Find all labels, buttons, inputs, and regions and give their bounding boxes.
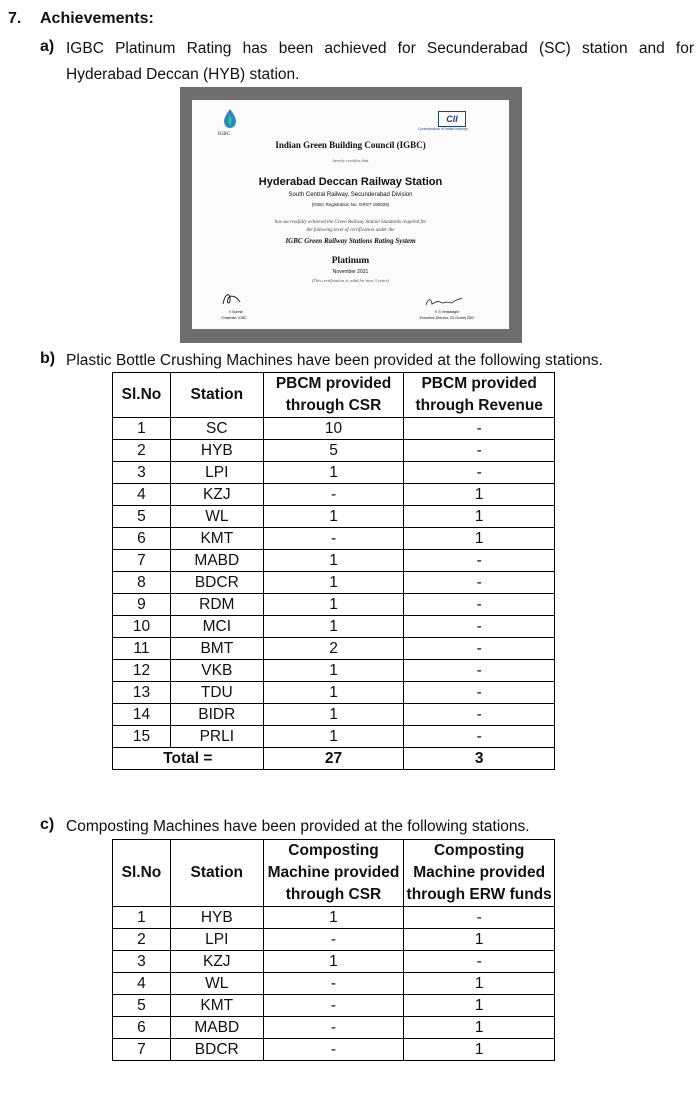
signature-left-title: Chairman, IGBC xyxy=(221,316,247,320)
table-row xyxy=(113,418,555,440)
signature-left-icon xyxy=(220,290,244,308)
cell-col4: 1 xyxy=(404,506,555,528)
cell-col4: 1 xyxy=(404,484,555,506)
cell-col3: - xyxy=(263,995,404,1017)
cell-slno: 2 xyxy=(113,929,171,951)
certificate-line2: (IGBC Registration No. GRST 190025) xyxy=(311,202,390,207)
cell-slno: 13 xyxy=(113,682,171,704)
cell-slno: 14 xyxy=(113,704,171,726)
table-row xyxy=(113,929,555,951)
section-number: 7. xyxy=(8,10,22,27)
part-c-letter: c) xyxy=(40,816,55,833)
igbc-logo-text: IGBC xyxy=(218,132,230,137)
cell-slno: 7 xyxy=(113,550,171,572)
cell-col3: - xyxy=(263,1017,404,1039)
cell-col4: - xyxy=(404,550,555,572)
cell-col3: 1 xyxy=(263,572,404,594)
total-row xyxy=(113,748,555,770)
table-row xyxy=(113,995,555,1017)
total-csr: 27 xyxy=(263,748,404,770)
cell-slno: 5 xyxy=(113,506,171,528)
cell-station: WL xyxy=(170,973,263,995)
cell-col4: - xyxy=(404,418,555,440)
table-row xyxy=(113,462,555,484)
cell-station: MABD xyxy=(170,1017,263,1039)
signature-right-title: Executive Director, CII-Godrej GBC xyxy=(419,316,475,320)
cell-col3: 10 xyxy=(263,418,404,440)
cell-station: RDM xyxy=(170,594,263,616)
cell-station: VKB xyxy=(170,660,263,682)
certificate-hereby: hereby certifies that xyxy=(332,158,369,163)
cell-station: KZJ xyxy=(170,484,263,506)
cell-col3: 5 xyxy=(263,440,404,462)
cell-station: KMT xyxy=(170,528,263,550)
certificate-line3: has successfully achieved the Green Railway Station Standards required for xyxy=(274,220,427,225)
cell-col4: - xyxy=(404,726,555,748)
table-row xyxy=(113,973,555,995)
cell-col3: 1 xyxy=(263,907,404,929)
certificate-station-name: Hyderabad Deccan Railway Station xyxy=(258,176,443,188)
certificate-level: Platinum xyxy=(331,256,370,266)
table-row xyxy=(113,550,555,572)
table-row xyxy=(113,1039,555,1061)
cell-slno: 12 xyxy=(113,660,171,682)
cell-col4: 1 xyxy=(404,1017,555,1039)
cell-slno: 3 xyxy=(113,951,171,973)
cell-station: PRLI xyxy=(170,726,263,748)
cell-slno: 9 xyxy=(113,594,171,616)
cell-col3: 2 xyxy=(263,638,404,660)
part-c-text: Composting Machines have been provided at the following stations. xyxy=(66,818,530,835)
cell-col4: 1 xyxy=(404,528,555,550)
cell-col4: - xyxy=(404,594,555,616)
cell-col4: - xyxy=(404,907,555,929)
table-row xyxy=(113,572,555,594)
cii-subtitle: Confederation of Indian Industry xyxy=(418,127,468,131)
cell-col3: - xyxy=(263,929,404,951)
cell-station: WL xyxy=(170,506,263,528)
header-slno: Sl.No xyxy=(113,840,171,907)
cell-col3: 1 xyxy=(263,726,404,748)
igbc-logo-icon xyxy=(220,108,240,130)
cell-slno: 6 xyxy=(113,1017,171,1039)
table-row xyxy=(113,704,555,726)
table-row xyxy=(113,484,555,506)
cell-slno: 15 xyxy=(113,726,171,748)
cell-station: MCI xyxy=(170,616,263,638)
signature-left-name: V Suresh xyxy=(228,310,244,314)
table-row xyxy=(113,506,555,528)
cell-col3: - xyxy=(263,528,404,550)
cell-station: BDCR xyxy=(170,572,263,594)
part-b-letter: b) xyxy=(40,350,56,367)
cell-col4: - xyxy=(404,704,555,726)
composting-table xyxy=(112,839,555,1061)
cell-col3: 1 xyxy=(263,506,404,528)
cell-slno: 7 xyxy=(113,1039,171,1061)
cell-station: KMT xyxy=(170,995,263,1017)
cell-col3: 1 xyxy=(263,951,404,973)
part-a-text: IGBC Platinum Rating has been achieved for Secunderabad (SC) station and for Hyderabad Deccan (HYB) station. xyxy=(66,40,694,83)
cell-station: KZJ xyxy=(170,951,263,973)
part-a-letter: a) xyxy=(40,38,55,55)
cell-station: BDCR xyxy=(170,1039,263,1061)
table-row xyxy=(113,440,555,462)
header-composting-csr: Composting Machine provided through CSR xyxy=(263,840,404,907)
certificate-line4: the following level of certification under the xyxy=(306,228,395,233)
table-row xyxy=(113,594,555,616)
table-row xyxy=(113,682,555,704)
cell-col3: 1 xyxy=(263,660,404,682)
cell-col4: - xyxy=(404,616,555,638)
igbc-certificate xyxy=(192,100,509,329)
certificate-line1: South Central Railway, Secunderabad Division xyxy=(288,192,413,198)
header-station: Station xyxy=(170,840,263,907)
cell-slno: 6 xyxy=(113,528,171,550)
cell-slno: 10 xyxy=(113,616,171,638)
cell-station: TDU xyxy=(170,682,263,704)
cell-station: LPI xyxy=(170,462,263,484)
total-label: Total = xyxy=(113,748,264,770)
certificate-date: November 2021 xyxy=(332,269,369,275)
cell-slno: 8 xyxy=(113,572,171,594)
table-row xyxy=(113,907,555,929)
table-row xyxy=(113,951,555,973)
cell-col4: 1 xyxy=(404,1039,555,1061)
cell-slno: 11 xyxy=(113,638,171,660)
cell-col4: - xyxy=(404,682,555,704)
cell-col4: - xyxy=(404,638,555,660)
cell-slno: 3 xyxy=(113,462,171,484)
cell-col4: 1 xyxy=(404,995,555,1017)
table-row xyxy=(113,660,555,682)
cii-logo: CII xyxy=(438,111,466,127)
cell-col3: 1 xyxy=(263,682,404,704)
cell-slno: 4 xyxy=(113,973,171,995)
cell-col4: - xyxy=(404,660,555,682)
cell-col4: 1 xyxy=(404,929,555,951)
table-row xyxy=(113,1017,555,1039)
cell-station: HYB xyxy=(170,907,263,929)
cell-col4: - xyxy=(404,951,555,973)
signature-right-icon xyxy=(424,296,464,308)
header-composting-erw: Composting Machine provided through ERW funds xyxy=(404,840,555,907)
cell-station: MABD xyxy=(170,550,263,572)
table-row xyxy=(113,638,555,660)
cell-col4: - xyxy=(404,440,555,462)
section-title: Achievements: xyxy=(40,10,154,27)
cell-station: SC xyxy=(170,418,263,440)
table-row xyxy=(113,726,555,748)
cell-col4: - xyxy=(404,462,555,484)
table-header-row xyxy=(113,840,555,907)
part-b-text: Plastic Bottle Crushing Machines have been provided at the following stations. xyxy=(66,352,603,369)
header-pbcm-revenue: PBCM provided through Revenue xyxy=(404,373,555,418)
table-row xyxy=(113,528,555,550)
cell-slno: 5 xyxy=(113,995,171,1017)
cell-col3: 1 xyxy=(263,704,404,726)
table-row xyxy=(113,616,555,638)
cell-station: BMT xyxy=(170,638,263,660)
cell-slno: 2 xyxy=(113,440,171,462)
cell-col3: 1 xyxy=(263,550,404,572)
header-slno: Sl.No xyxy=(113,373,171,418)
cell-col4: 1 xyxy=(404,973,555,995)
cell-col4: - xyxy=(404,572,555,594)
cell-col3: - xyxy=(263,1039,404,1061)
cell-col3: 1 xyxy=(263,462,404,484)
table-header-row xyxy=(113,373,555,418)
cell-station: HYB xyxy=(170,440,263,462)
cell-station: LPI xyxy=(170,929,263,951)
header-station: Station xyxy=(170,373,263,418)
cell-col3: - xyxy=(263,973,404,995)
signature-right-name: K S Venkatagiri xyxy=(435,310,459,314)
certificate-organisation: Indian Green Building Council (IGBC) xyxy=(275,140,426,150)
cell-slno: 1 xyxy=(113,907,171,929)
cell-slno: 4 xyxy=(113,484,171,506)
certificate-rating-system: IGBC Green Railway Stations Rating System xyxy=(285,237,416,245)
cell-col3: 1 xyxy=(263,616,404,638)
cell-station: BIDR xyxy=(170,704,263,726)
total-revenue: 3 xyxy=(404,748,555,770)
cell-col3: 1 xyxy=(263,594,404,616)
header-pbcm-csr: PBCM provided through CSR xyxy=(263,373,404,418)
cell-col3: - xyxy=(263,484,404,506)
pbcm-table xyxy=(112,372,555,770)
cell-slno: 1 xyxy=(113,418,171,440)
certificate-validity: (This certification is valid for next 3 years) xyxy=(311,278,390,283)
